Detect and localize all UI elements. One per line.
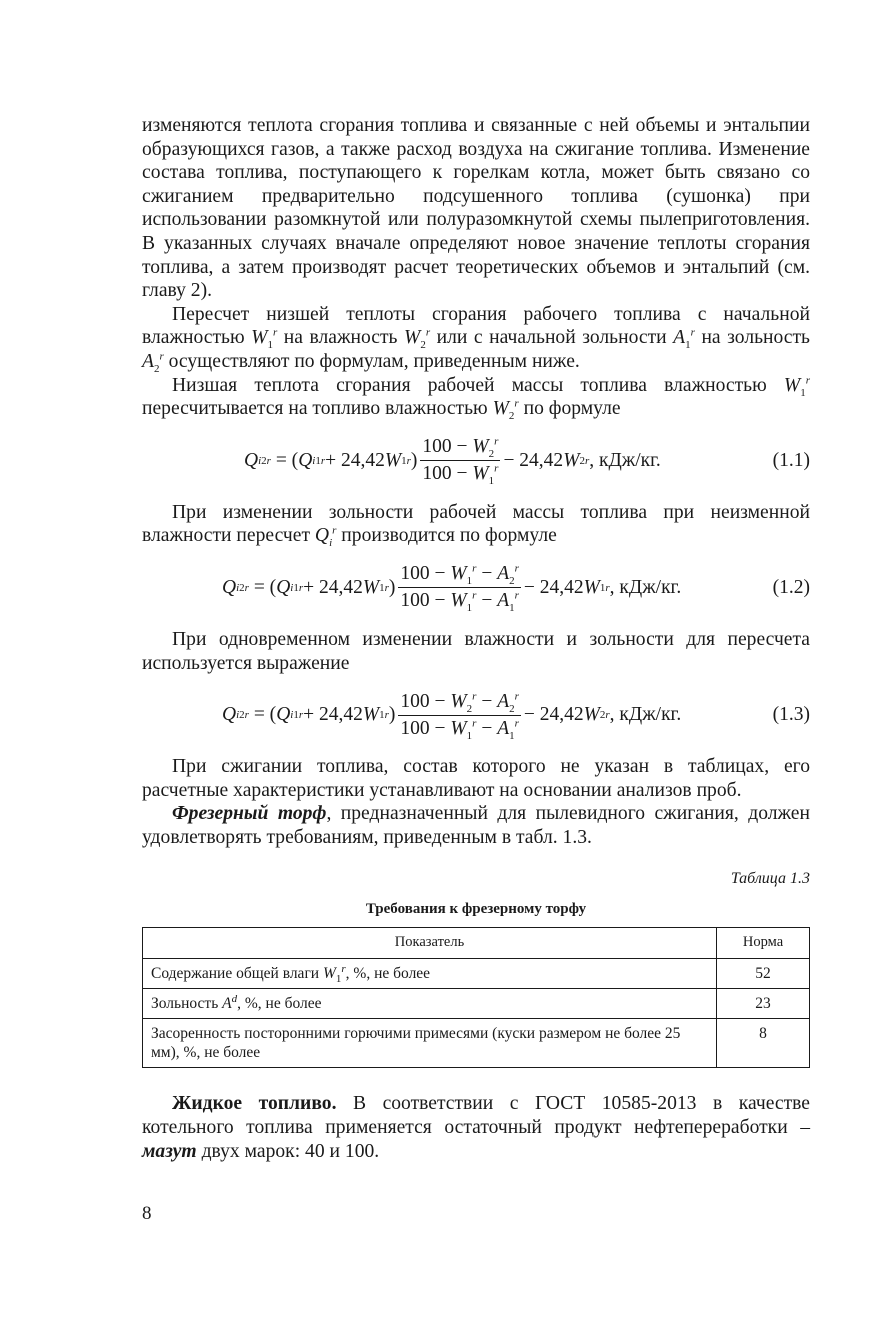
paragraph-1: изменяются теплота сгорания топлива и связанные с ней объемы и энтальпии образующихся газов, а также расход воздуха на сжигание топлива. Изменение состава топлива, поступающего к горелкам котла, может быть связано со сжиганием предварительно подсушенного топлива (сушонка) при использовании разомкнутой или полуразомкнутой схемы пылеприготовления. В указанных случаях вначале определяют новое значение теплоты сгорания топлива, а затем производят расчет теоретических объемов и энтальпий (см. главу 2). xyxy=(142,115,810,302)
paragraph-7: Фрезерный торф, предназначенный для пылевидного сжигания, должен удовлетворять требованиям, приведенным в табл. 1.3. xyxy=(142,803,810,848)
equation-number: (1.3) xyxy=(772,704,810,726)
formula-1-3: Q i 2 r = ( Q i 1 r + 24,42 W 1 r ) $\frac{100 - W_2^r - A_2^r}{100 - W_1^r - A_1^r}$ − 24,42 W 2 r , кДж/кг. (1.3) xyxy=(142,685,810,745)
formula-1-2: Q i 2 r = ( Q i 1 r + 24,42 W 1 r ) $\frac{100 - W_1^r - A_2^r}{100 - W_1^r - A_1^r}$ − 24,42 W 1 r , кДж/кг. (1.2) xyxy=(142,558,810,618)
column-header: Норма xyxy=(717,928,810,959)
paragraph-2: Пересчет низшей теплоты сгорания рабочего топлива с начальной влажностью $W_1^r$ на влажность $W_2^r$ или с начальной зольности $A_1^r$ на зольность $A_2^r$ осуществляют по формулам, приведенным ниже. xyxy=(142,303,810,375)
paragraph-5: При одновременном изменении влажности и зольности для пересчета используется выражение xyxy=(142,628,810,674)
table-cell: 52 xyxy=(717,959,810,989)
paragraph-4: При изменении зольности рабочей массы топлива при неизменной влажности пересчет $Q_i^r$ производится по формуле xyxy=(142,501,810,550)
paragraph-8: Жидкое топливо. В соответствии с ГОСТ 10585-2013 в качестве котельного топлива применяется остаточный продукт нефтепереработки – мазут двух марок: 40 и 100. xyxy=(142,1093,810,1162)
fraction: $\frac{100 - W_2^r}{100 - W_1^r}$ xyxy=(422,435,499,488)
column-header: Показатель xyxy=(143,928,717,959)
table-caption: Таблица 1.3 xyxy=(730,870,810,888)
table-cell: Засоренность посторонними горючими примесями (куски размером не более 25 мм), %, не более xyxy=(143,1019,717,1068)
equation-number: (1.1) xyxy=(772,449,810,471)
table-cell: Зольность $A^d$, %, не более xyxy=(143,989,717,1019)
table-row xyxy=(143,989,810,1019)
requirements-table xyxy=(142,927,810,1068)
paragraph-6: При сжигании топлива, состав которого не указан в таблицах, его расчетные характеристики устанавливают на основании анализов проб. xyxy=(142,756,810,801)
formula-1-1: Q i 2 r = ( Q i 1 r + 24,42 W 1 r ) $\frac{100 - W_2^r}{100 - W_1^r}$ − 24,42 W 2 r , кДж/кг. (1.1) xyxy=(142,431,810,491)
fraction: $\frac{100 - W_1^r - A_2^r}{100 - W_1^r - A_1^r}$ xyxy=(400,562,519,615)
table-row xyxy=(143,1019,810,1068)
table-row xyxy=(143,959,810,989)
table-cell: 8 xyxy=(717,1019,810,1068)
page-body xyxy=(142,114,810,1163)
equation-number: (1.2) xyxy=(772,576,810,598)
fraction: $\frac{100 - W_2^r - A_2^r}{100 - W_1^r - A_1^r}$ xyxy=(400,690,519,742)
table-header-row xyxy=(143,928,810,959)
paragraph-3: Низшая теплота сгорания рабочей массы топлива влажностью $W_1^r$ пересчитывается на топливо влажностью $W_2^r$ по формуле xyxy=(142,374,810,423)
table-title: Требования к фрезерному торфу xyxy=(365,901,587,918)
table-cell: 23 xyxy=(717,989,810,1019)
table-cell: Содержание общей влаги $W_1^r$, %, не более xyxy=(143,959,717,989)
page-number: 8 xyxy=(142,1203,152,1224)
